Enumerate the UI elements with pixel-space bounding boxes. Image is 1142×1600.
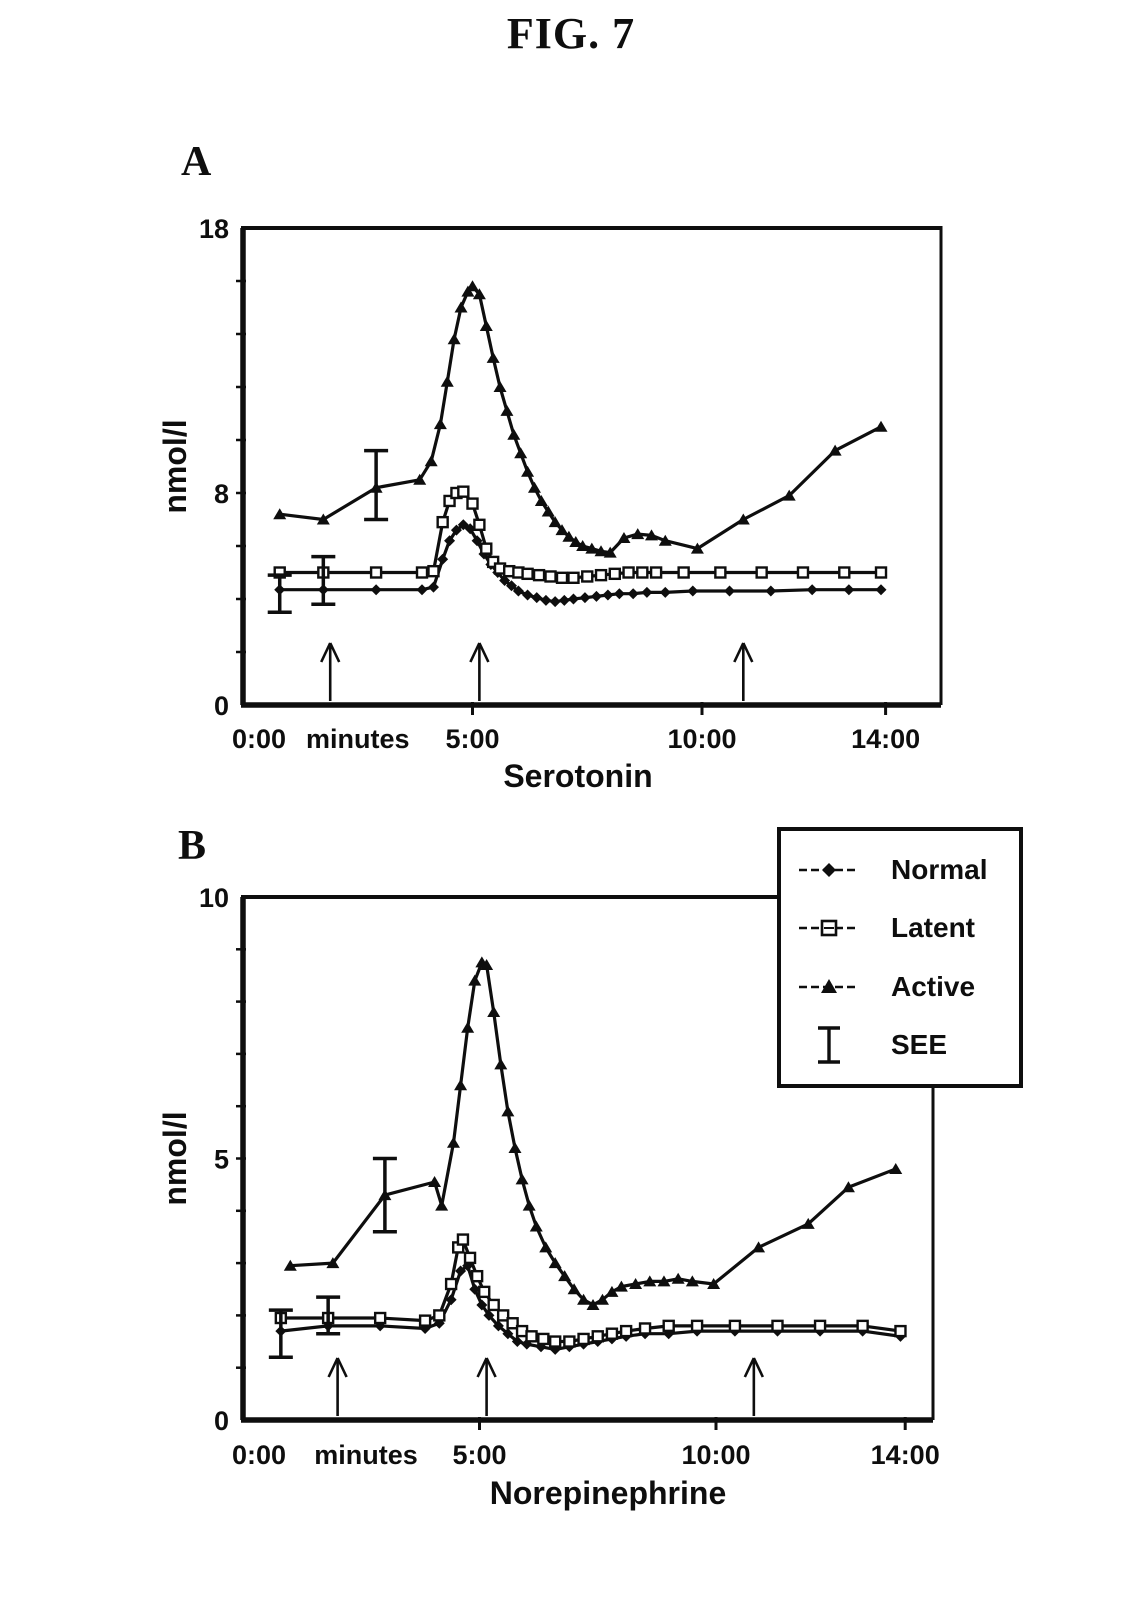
diamond-marker <box>765 586 776 597</box>
triangle-marker <box>480 320 493 331</box>
square-marker <box>692 1321 702 1331</box>
legend-item-latent <box>797 901 1019 955</box>
square-marker <box>637 568 647 578</box>
square-marker <box>730 1321 740 1331</box>
square-marker <box>534 570 544 580</box>
square-marker <box>557 573 567 583</box>
square-marker <box>428 566 438 576</box>
triangle-marker <box>889 1163 902 1174</box>
legend-label-latent: Latent <box>891 912 975 944</box>
triangle-marker <box>494 381 507 392</box>
diamond-marker <box>591 591 602 602</box>
square-marker <box>607 1329 617 1339</box>
square-marker <box>679 568 689 578</box>
diamond-marker <box>437 554 448 565</box>
triangle-marker <box>523 1200 536 1211</box>
x-tick-label: 10:00 <box>681 1440 751 1470</box>
y-tick-label: 0 <box>213 1406 229 1436</box>
square-marker <box>474 520 484 530</box>
triangle-marker <box>441 376 454 387</box>
triangle-marker <box>425 455 438 466</box>
injection-arrows <box>321 643 752 701</box>
triangle-marker <box>875 421 888 432</box>
legend-label-active: Active <box>891 970 976 1002</box>
triangle-marker <box>455 302 468 313</box>
square-marker <box>621 1326 631 1336</box>
diamond-marker <box>568 594 579 605</box>
legend-item-normal <box>797 843 1019 897</box>
square-marker <box>489 1300 499 1310</box>
legend-box <box>777 827 1023 1088</box>
diamond-marker <box>660 587 671 598</box>
figure-title: FIG. 7 <box>506 9 636 58</box>
square-marker <box>715 568 725 578</box>
diamond-marker <box>428 582 439 593</box>
square-marker <box>472 1271 482 1281</box>
square-marker <box>446 1279 456 1289</box>
triangle-marker <box>521 466 534 477</box>
series-normal <box>274 519 886 607</box>
x-tick-label: 0:00 <box>231 1440 287 1470</box>
x-tick-label: 0:00 <box>231 724 287 754</box>
square-marker <box>664 1321 674 1331</box>
series-latent <box>275 487 886 583</box>
triangle-marker <box>500 405 513 416</box>
latent-square-icon <box>797 915 861 941</box>
diamond-marker <box>614 588 625 599</box>
triangle-marker <box>447 1137 460 1148</box>
square-marker <box>527 1331 537 1341</box>
see-error-bars <box>268 451 388 613</box>
square-marker <box>458 487 468 497</box>
panel-a-label: A <box>181 139 212 185</box>
x-axis-units-label: minutes <box>314 1440 418 1470</box>
triangle-marker <box>448 333 461 344</box>
y-axis-title: nmol/l <box>157 419 193 514</box>
square-marker <box>610 569 620 579</box>
triangle-marker <box>737 514 750 525</box>
square-marker <box>468 499 478 509</box>
triangle-marker <box>434 418 447 429</box>
square-marker <box>546 571 556 581</box>
square-marker <box>815 1321 825 1331</box>
diamond-marker <box>724 586 735 597</box>
square-marker <box>375 1313 385 1323</box>
square-marker <box>651 568 661 578</box>
legend-label-see: SEE <box>891 1028 948 1060</box>
square-marker <box>568 573 578 583</box>
diamond-marker <box>417 584 428 595</box>
diamond-marker <box>843 584 854 595</box>
legend-item-active <box>797 960 1019 1014</box>
square-marker <box>538 1334 548 1344</box>
diamond-marker <box>628 588 639 599</box>
diamond-marker <box>876 584 887 595</box>
x-axis-title: Norepinephrine <box>489 1475 727 1511</box>
square-marker <box>465 1253 475 1263</box>
diamond-marker <box>579 592 590 603</box>
diamond-marker <box>531 592 542 603</box>
chart-panel-a <box>157 214 941 794</box>
x-tick-label: 5:00 <box>445 724 500 754</box>
triangle-marker <box>507 429 520 440</box>
triangle-marker <box>514 447 527 458</box>
square-marker <box>895 1326 905 1336</box>
triangle-marker <box>528 482 541 493</box>
triangle-marker <box>508 1142 521 1153</box>
triangle-marker <box>516 1173 529 1184</box>
square-marker <box>564 1337 574 1347</box>
triangle-marker <box>829 445 842 456</box>
triangle-marker <box>539 1241 552 1252</box>
y-axis-title: nmol/l <box>157 1111 193 1206</box>
y-tick-label: 0 <box>213 691 229 721</box>
square-marker <box>438 517 448 527</box>
square-marker <box>772 1321 782 1331</box>
see-errorbar-icon <box>797 1024 861 1066</box>
triangle-marker <box>435 1200 448 1211</box>
square-marker <box>434 1310 444 1320</box>
triangle-marker <box>549 1257 562 1268</box>
x-tick-label: 14:00 <box>870 1440 940 1470</box>
square-marker <box>458 1235 468 1245</box>
square-marker <box>481 544 491 554</box>
square-marker <box>839 568 849 578</box>
y-tick-label: 5 <box>213 1144 229 1175</box>
square-marker <box>417 568 427 578</box>
triangle-marker <box>468 975 481 986</box>
square-marker <box>550 1337 560 1347</box>
y-tick-label: 18 <box>198 214 229 244</box>
square-marker <box>624 568 634 578</box>
diamond-marker <box>641 587 652 598</box>
y-tick-label: 8 <box>213 479 229 509</box>
square-marker <box>579 1334 589 1344</box>
x-tick-label: 5:00 <box>452 1440 507 1470</box>
diamond-marker <box>559 595 570 606</box>
normal-diamond-icon <box>797 857 861 883</box>
triangle-marker <box>494 1058 507 1069</box>
square-marker <box>371 568 381 578</box>
injection-arrows <box>329 1358 763 1416</box>
triangle-marker <box>487 1006 500 1017</box>
square-marker <box>582 571 592 581</box>
triangle-marker <box>428 1176 441 1187</box>
diamond-marker <box>807 584 818 595</box>
triangle-marker <box>535 495 548 506</box>
diamond-marker <box>371 584 382 595</box>
square-marker <box>876 568 886 578</box>
triangle-marker <box>501 1105 514 1116</box>
diamond-marker <box>687 586 698 597</box>
square-marker <box>523 569 533 579</box>
square-marker <box>593 1331 603 1341</box>
diamond-marker <box>540 595 551 606</box>
square-marker <box>420 1316 430 1326</box>
diamond-marker <box>550 596 561 607</box>
triangle-marker <box>454 1079 467 1090</box>
square-marker <box>479 1287 489 1297</box>
square-marker <box>757 568 767 578</box>
diamond-marker <box>602 590 613 601</box>
x-tick-label: 14:00 <box>851 724 921 754</box>
square-marker <box>640 1323 650 1333</box>
triangle-marker <box>461 1022 474 1033</box>
square-marker <box>798 568 808 578</box>
legend-label-normal: Normal <box>891 854 988 886</box>
x-axis-title: Serotonin <box>503 758 653 794</box>
x-tick-label: 10:00 <box>667 724 737 754</box>
series-active <box>273 280 887 557</box>
triangle-marker <box>487 352 500 363</box>
triangle-marker <box>530 1220 543 1231</box>
panel-b-label: B <box>178 823 207 869</box>
legend-item-see <box>797 1018 1019 1072</box>
x-axis-units-label: minutes <box>305 724 410 754</box>
active-triangle-icon <box>797 974 861 1000</box>
y-tick-label: 10 <box>198 883 229 913</box>
square-marker <box>858 1321 868 1331</box>
square-marker <box>596 570 606 580</box>
